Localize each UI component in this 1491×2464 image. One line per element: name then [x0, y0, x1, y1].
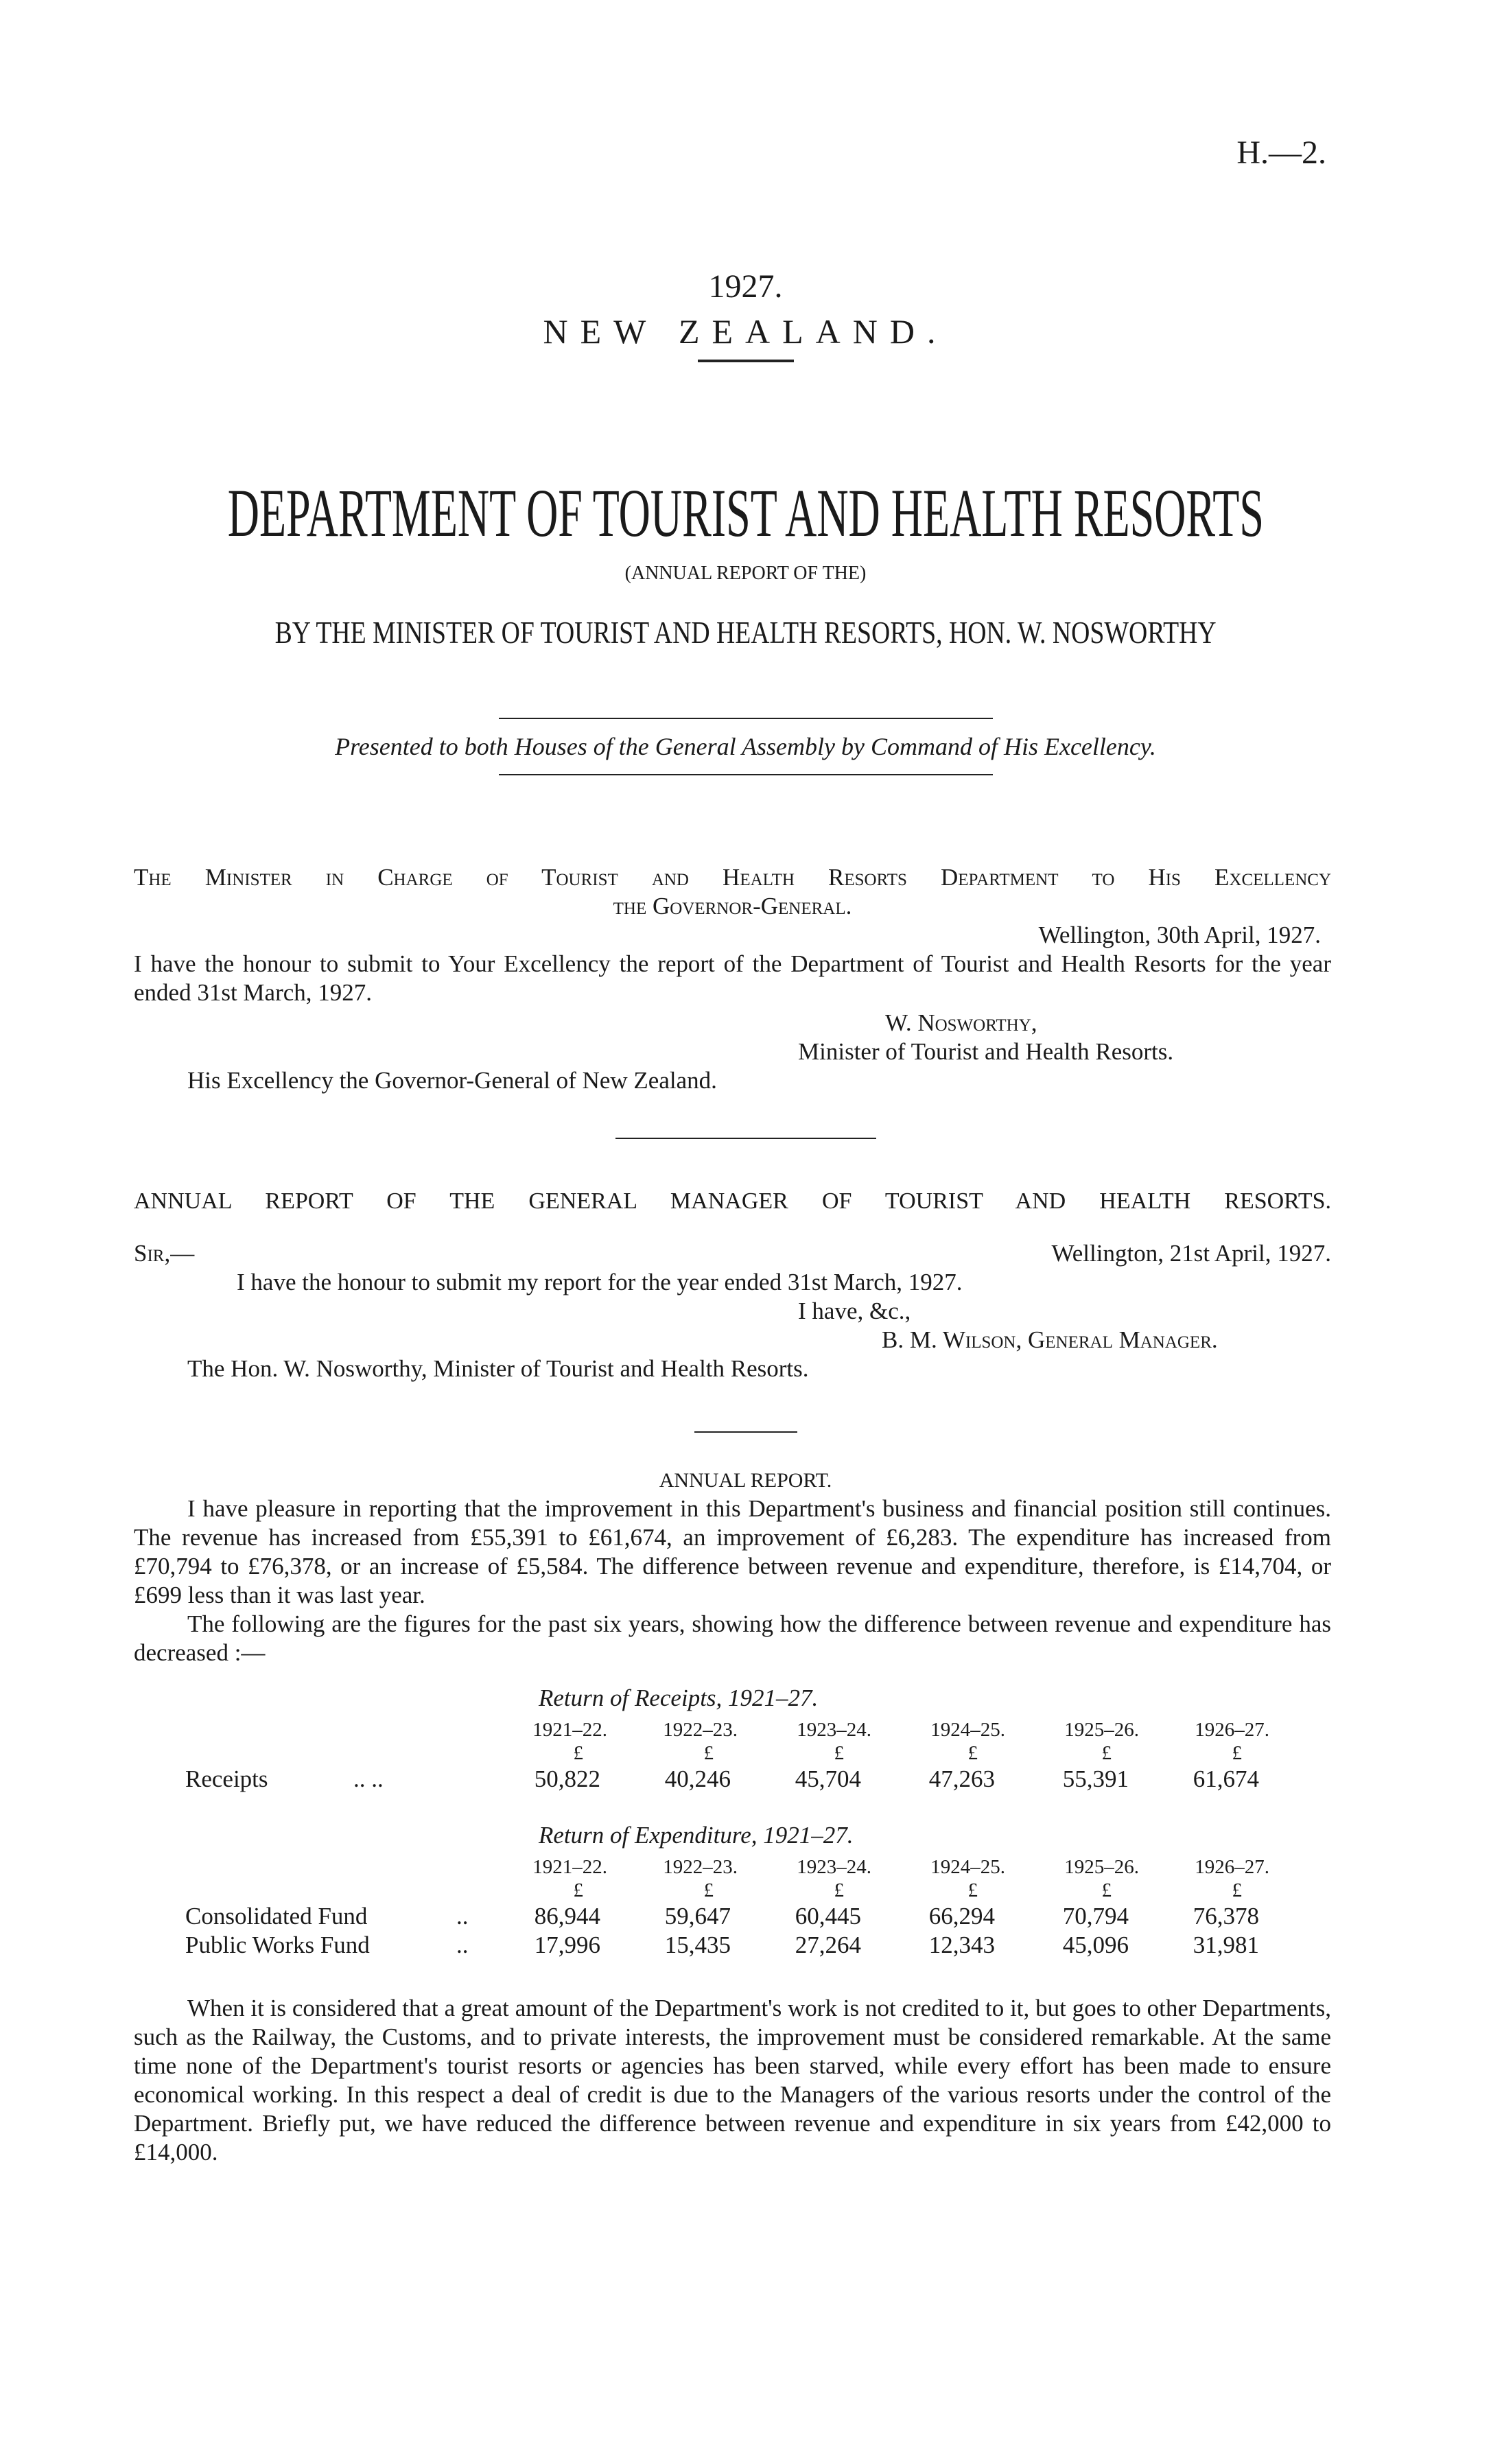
- letter1-place-date: Wellington, 30th April, 1927.: [1038, 922, 1321, 948]
- year-header: 1924–25.: [930, 1719, 1005, 1741]
- year-header: 1924–25.: [930, 1856, 1005, 1878]
- unit: £: [573, 1879, 583, 1901]
- unit: £: [1232, 1879, 1242, 1901]
- letter2-body: I have the honour to submit my report for the year ended 31st March, 1927.: [237, 1269, 963, 1295]
- letter1-heading2: the Governor-General.: [613, 893, 852, 919]
- divider: [499, 774, 993, 775]
- report-heading: ANNUAL REPORT.: [659, 1469, 832, 1492]
- cell: 70,794: [1062, 1903, 1129, 1929]
- receipts-unit-row: [134, 1741, 1331, 1765]
- year: 1927.: [708, 268, 783, 305]
- table-row: [134, 1931, 1331, 1960]
- presented-line: Presented to both Houses of the General Assembly by Command of His Excellency.: [335, 733, 1156, 760]
- letter2-salutation-row: [134, 1239, 1331, 1268]
- receipts-table-title: Return of Receipts, 1921–27.: [539, 1685, 819, 1711]
- unit: £: [834, 1742, 844, 1764]
- cell: 45,704: [795, 1765, 861, 1792]
- divider: [698, 360, 794, 362]
- unit: £: [573, 1742, 583, 1764]
- letter1-signature: W. Nosworthy,: [885, 1009, 1037, 1036]
- letter2-closing: I have, &c.,: [798, 1298, 911, 1324]
- unit: £: [1101, 1742, 1112, 1764]
- cell: 40,246: [664, 1765, 731, 1792]
- row-leader: .. ..: [353, 1765, 384, 1792]
- letter2-signature: B. M. Wilson, General Manager.: [882, 1326, 1218, 1353]
- table-row: [134, 1765, 1331, 1794]
- row-label: Consolidated Fund: [185, 1903, 368, 1929]
- divider: [615, 1138, 876, 1139]
- year-header: 1922–23.: [663, 1719, 738, 1741]
- doc-code: H.—2.: [1236, 134, 1326, 171]
- row-leader: ..: [456, 1932, 469, 1958]
- year-header: 1925–26.: [1064, 1856, 1139, 1878]
- unit: £: [834, 1879, 844, 1901]
- letter1: [134, 863, 1331, 1095]
- page-subtitle: (ANNUAL REPORT OF THE): [624, 563, 867, 584]
- cell: 60,445: [795, 1903, 861, 1929]
- letter1-body: I have the honour to submit to Your Excellency the report of the Department of Tourist and Health Resorts for the year ended 31st March, 1927.: [134, 950, 1331, 1006]
- cell: 50,822: [534, 1765, 600, 1792]
- expenditure-year-row: [134, 1855, 1331, 1879]
- unit: £: [703, 1879, 714, 1901]
- page-title: DEPARTMENT OF TOURIST AND HEALTH RESORTS: [227, 475, 1264, 551]
- report-paragraph-3: When it is considered that a great amount of the Department's work is not credited to it, but goes to other Departments, such as the Railway, the Customs, and to private interests, the improvement must be considered remarkable. At the same time none of the Department's tourist resorts or agencies has been starved, while every effort has been made to ensure economical working. In this respect a deal of credit is due to the Managers of the various resorts under the control of the Department. Briefly put, we have reduced the difference between revenue and expenditure in six years from £42,000 to £14,000.: [134, 1995, 1331, 2166]
- unit: £: [703, 1742, 714, 1764]
- unit: £: [1101, 1879, 1112, 1901]
- receipts-year-row: [134, 1718, 1331, 1741]
- by-line-wrap: [0, 613, 1491, 653]
- letter2: [134, 1187, 1331, 1383]
- letter2-place-date: Wellington, 21st April, 1927.: [1051, 1240, 1331, 1267]
- letter1-title: Minister of Tourist and Health Resorts.: [798, 1038, 1174, 1065]
- year-header: 1923–24.: [797, 1856, 871, 1878]
- cell: 31,981: [1193, 1932, 1259, 1958]
- cell: 86,944: [534, 1903, 600, 1929]
- cell: 47,263: [928, 1765, 995, 1792]
- report-paragraph-1: I have pleasure in reporting that the improvement in this Department's business and financial position still continues. The revenue has increased from £55,391 to £61,674, an improvement of £6,283. The expenditure has increased from £70,794 to £76,378, or an increase of £5,584. The difference between revenue and expenditure, therefore, is £14,704, or £699 less than it was last year.: [134, 1495, 1331, 1608]
- table-row: [134, 1902, 1331, 1931]
- unit: £: [967, 1742, 978, 1764]
- cell: 76,378: [1193, 1903, 1259, 1929]
- unit: £: [1232, 1742, 1242, 1764]
- year-header: 1921–22.: [532, 1856, 607, 1878]
- by-line: BY THE MINISTER OF TOURIST AND HEALTH RESORTS, HON. W. NOSWORTHY: [274, 615, 1217, 650]
- cell: 55,391: [1062, 1765, 1129, 1792]
- expenditure-unit-row: [134, 1879, 1331, 1902]
- letter2-addressee: The Hon. W. Nosworthy, Minister of Tourist and Health Resorts.: [187, 1355, 809, 1382]
- country: NEW ZEALAND.: [543, 312, 948, 351]
- letter1-addressee: His Excellency the Governor-General of New Zealand.: [187, 1067, 717, 1094]
- row-label: Receipts: [185, 1765, 268, 1792]
- row-leader: ..: [456, 1903, 469, 1929]
- page-title-wrap: [0, 476, 1491, 551]
- year-header: 1923–24.: [797, 1719, 871, 1741]
- year-header: 1926–27.: [1195, 1856, 1269, 1878]
- unit: £: [967, 1879, 978, 1901]
- cell: 12,343: [928, 1932, 995, 1958]
- row-label: Public Works Fund: [185, 1932, 370, 1958]
- divider: [694, 1431, 797, 1433]
- letter2-salutation: Sir,—: [134, 1240, 195, 1267]
- year-header: 1926–27.: [1195, 1719, 1269, 1741]
- cell: 66,294: [928, 1903, 995, 1929]
- expenditure-table-title: Return of Expenditure, 1921–27.: [539, 1822, 854, 1849]
- cell: 45,096: [1062, 1932, 1129, 1958]
- cell: 15,435: [664, 1932, 731, 1958]
- receipts-table: [134, 1684, 1331, 1794]
- letter2-heading: ANNUAL REPORT OF THE GENERAL MANAGER OF TOURIST AND HEALTH RESORTS.: [134, 1188, 1331, 1214]
- expenditure-table: [134, 1821, 1331, 1960]
- cell: 59,647: [664, 1903, 731, 1929]
- report-paragraph-2: The following are the figures for the past six years, showing how the difference between revenue and expenditure has decreased :—: [134, 1610, 1331, 1666]
- cell: 27,264: [795, 1932, 861, 1958]
- year-header: 1921–22.: [532, 1719, 607, 1741]
- year-header: 1925–26.: [1064, 1719, 1139, 1741]
- year-header: 1922–23.: [663, 1856, 738, 1878]
- divider: [499, 718, 993, 719]
- cell: 61,674: [1193, 1765, 1259, 1792]
- cell: 17,996: [534, 1932, 600, 1958]
- letter1-heading: The Minister in Charge of Tourist and Health Resorts Department to His Excellency: [134, 864, 1331, 891]
